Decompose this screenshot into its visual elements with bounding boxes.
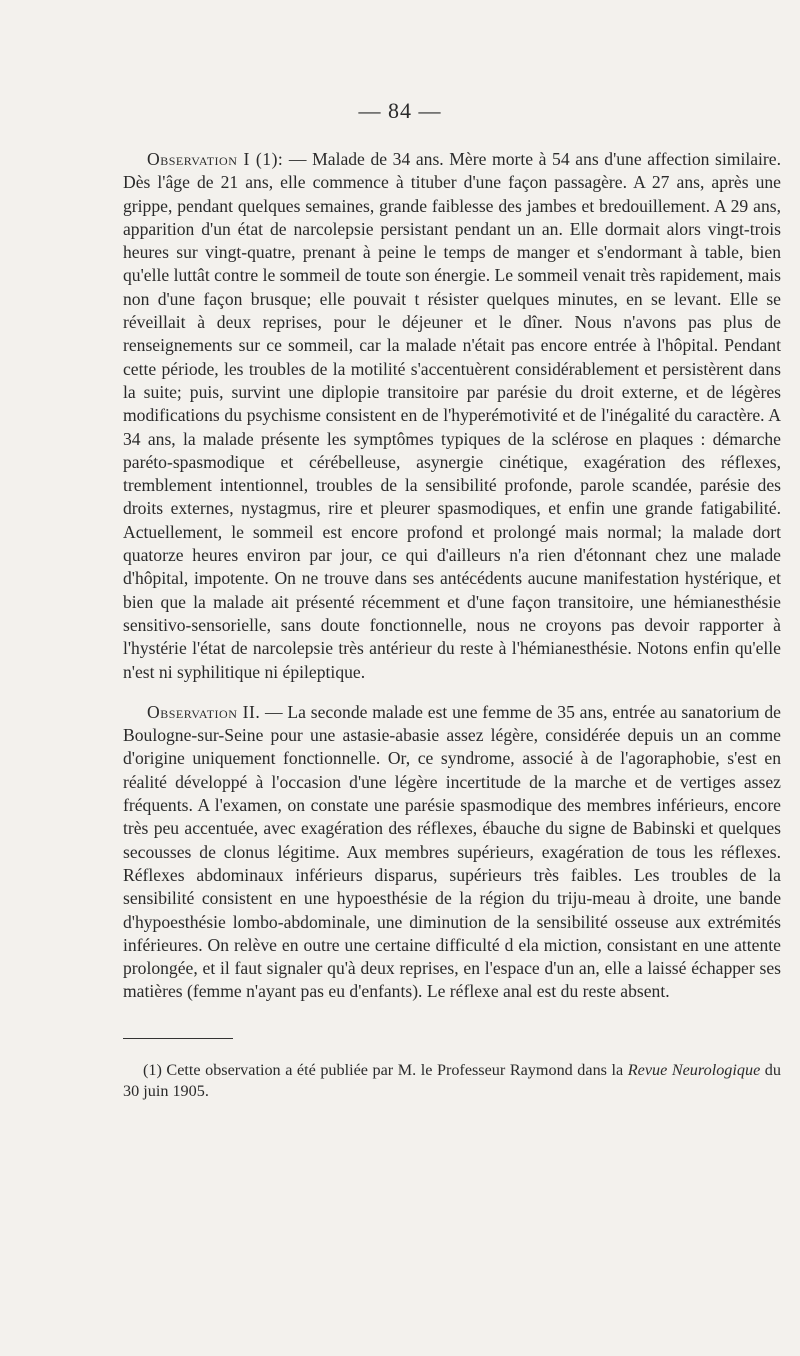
footnote-text-before: (1) Cette observation a été publiée par M. le Professeur Raymond dans la: [143, 1061, 628, 1079]
observation-2-text: — La seconde malade est une femme de 35 ans, entrée au sanatorium de Boulogne-sur-Seine pour une astasie-abasie assez légère, considérée depuis un an comme d'origine uniquement fonctionnelle. Or, ce syndrome, associé à de l'agoraphobie, s'est en réalité développé à l'occasion d'une légère incertitude de la marche et de vertiges assez fréquents. A l'examen, on constate une parésie spasmodique des membres inférieurs, encore très peu accentuée, avec exagération des réflexes, ébauche du signe de Babinski et quelques secousses de clonus légitime. Aux membres supérieurs, exagération de tous les réflexes. Réflexes abdominaux inférieurs disparus, supérieurs très faibles. Les troubles de la sensibilité consistent en une hypoesthésie de la région du triju-meau à droite, une bande d'hypoesthésie lombo-abdominale, une diminution de la sensibilité osseuse aux extrémités inférieures. On relève en outre une certaine difficulté d ela miction, consistant en une attente prolongée, et il faut signaler qu'à deux reprises, en l'espace d'un an, elle a laissé échapper ses matières (femme n'ayant pas eu d'enfants). Le réflexe anal est du reste absent.: [123, 701, 781, 1002]
footnote-separator: [123, 1038, 233, 1039]
page-number: — 84 —: [358, 98, 442, 123]
body-text: [123, 148, 781, 1004]
footnote: [123, 1060, 781, 1102]
observation-1-text: — Malade de 34 ans. Mère morte à 54 ans d'une affection similaire. Dès l'âge de 21 ans, elle commence à tituber d'une façon passagère. A 27 ans, après une grippe, pendant quelques semaines, grande faiblesse des jambes et bredouillement. A 29 ans, apparition d'un état de narcolepsie persistant pendant un an. Elle dormait alors vingt-trois heures sur vingt-quatre, prenant à peine le temps de manger et s'endormant à table, bien qu'elle luttât contre le sommeil de toute son énergie. Le sommeil venait très rapidement, mais non d'une façon brusque; elle pouvait t résister quelques minutes, en se levant. Elle se réveillait à deux reprises, pour le déjeuner et le dîner. Nous n'avons pas plus de renseignements sur ce sommeil, car la malade n'était pas encore entrée à l'hôpital. Pendant cette période, les troubles de la motilité s'accentuèrent considérablement et persistèrent dans la suite; puis, survint une diplopie transitoire par parésie du droit externe, et de légères modifications du psychisme consistent en de l'hyperémotivité et de l'inégalité du caractère. A 34 ans, la malade présente les symptômes typiques de la sclérose en plaques : démarche paréto-spasmodique et cérébelleuse, asynergie cinétique, exagération des réflexes, tremblement intentionnel, troubles de la sensibilité profonde, parole scandée, parésie des droits externes, nystagmus, rire et pleurer spasmodiques, et enfin une grande fatigabilité. Actuellement, le sommeil est encore profond et prolongé mais normal; la malade dort quatorze heures environ par jour, ce qui d'ailleurs n'a rien d'étonnant chez une malade d'hôpital, impotente. On ne trouve dans ses antécédents aucune manifestation hystérique, et bien que la malade ait présenté récemment et d'une façon transitoire, une hémianesthésie sensitivo-sensorielle, sans doute fonctionnelle, nous ne croyons pas devoir rapporter à l'hystérie l'état de narcolepsie très antérieur du reste à l'hémianesthésie. Notons enfin qu'elle n'est ni syphilitique ni épileptique.: [123, 149, 781, 682]
footnote-journal: Revue Neurologique: [627, 1061, 761, 1079]
footnote-text-after: du 30 juin 1905.: [123, 1061, 781, 1100]
observation-1-heading: Observation I (1):: [147, 149, 284, 169]
observation-1-paragraph: [123, 148, 781, 684]
observation-2-heading: Observation II.: [147, 701, 261, 722]
observation-2-paragraph: [123, 701, 781, 1004]
